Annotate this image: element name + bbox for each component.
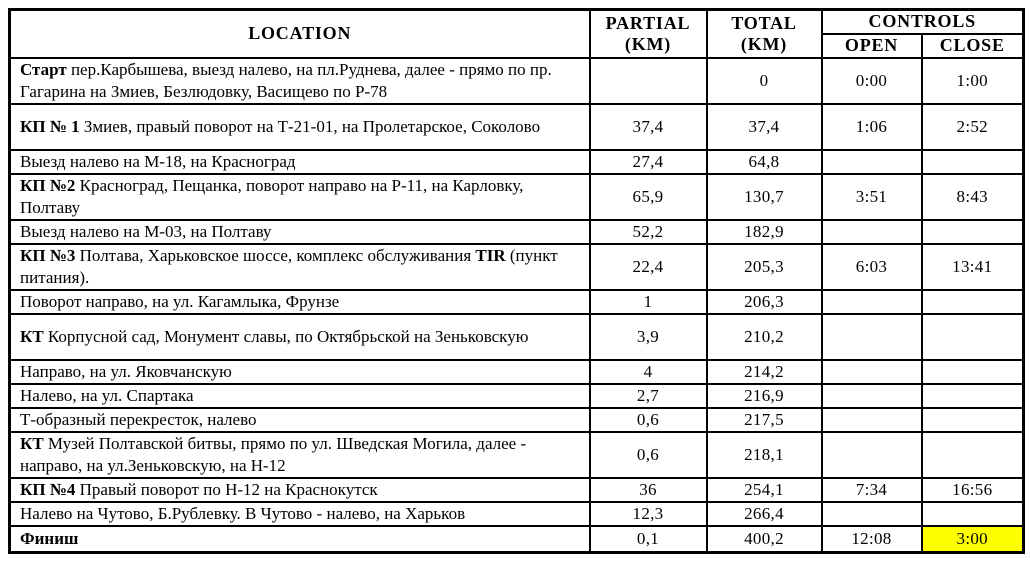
partial-cell: 1: [590, 290, 707, 314]
location-text: Поворот направо, на ул. Кагамлыка, Фрунзе: [20, 291, 340, 311]
table-row: [10, 244, 1024, 290]
header-total-line2: (KM): [740, 33, 788, 54]
location-bold-text: КП № 1: [20, 116, 80, 136]
header-total-line1: TOTAL: [731, 12, 797, 33]
route-table-header: [10, 10, 1024, 58]
location-text: (пункт питания).: [20, 245, 558, 287]
partial-cell: 27,4: [590, 150, 707, 174]
header-partial-line1: PARTIAL: [605, 12, 691, 33]
table-row: [10, 384, 1024, 408]
route-table: [8, 8, 1025, 554]
close-cell: [922, 360, 1024, 384]
table-row: [10, 478, 1024, 502]
location-text: Правый поворот по Н-12 на Краснокутск: [75, 479, 378, 499]
location-text: Направо, на ул. Яковчанскую: [20, 361, 232, 381]
location-cell: [10, 314, 590, 360]
table-row: [10, 220, 1024, 244]
location-text: пер.Карбышева, выезд налево, на пл.Руднева, далее - прямо по пр. Гагарина на Змиев, Безлюдовку, Васищево по Р-78: [20, 59, 552, 101]
location-cell: [10, 478, 590, 502]
location-cell: [10, 432, 590, 478]
total-cell: 130,7: [707, 174, 822, 220]
location-bold-text: КТ: [20, 326, 44, 346]
open-cell: [822, 502, 922, 526]
partial-cell: 12,3: [590, 502, 707, 526]
table-row: [10, 526, 1024, 553]
location-cell: [10, 502, 590, 526]
header-open: OPEN: [822, 34, 922, 58]
open-cell: [822, 432, 922, 478]
close-cell: [922, 502, 1024, 526]
location-text: Музей Полтавской битвы, прямо по ул. Шведская Могила, далее - направо, на ул.Зеньковскую, на Н-12: [20, 433, 527, 475]
location-cell: [10, 104, 590, 150]
partial-cell: 65,9: [590, 174, 707, 220]
total-cell: 37,4: [707, 104, 822, 150]
open-cell: [822, 384, 922, 408]
partial-cell: [590, 58, 707, 104]
location-text: Налево, на ул. Спартака: [20, 385, 194, 405]
location-cell: [10, 360, 590, 384]
total-cell: 0: [707, 58, 822, 104]
location-cell: [10, 408, 590, 432]
total-cell: 182,9: [707, 220, 822, 244]
close-cell: 1:00: [922, 58, 1024, 104]
location-bold-text: КП №2: [20, 175, 76, 195]
header-partial: [590, 10, 707, 58]
open-cell: [822, 314, 922, 360]
location-cell: [10, 150, 590, 174]
partial-cell: 3,9: [590, 314, 707, 360]
location-text: Выезд налево на М-18, на Красноград: [20, 151, 296, 171]
location-text: Полтава, Харьковское шоссе, комплекс обслуживания: [75, 245, 476, 265]
total-cell: 400,2: [707, 526, 822, 553]
location-cell: [10, 174, 590, 220]
partial-cell: 52,2: [590, 220, 707, 244]
header-controls: CONTROLS: [822, 10, 1024, 34]
header-location-label: LOCATION: [248, 23, 352, 44]
total-cell: 254,1: [707, 478, 822, 502]
close-cell: 2:52: [922, 104, 1024, 150]
close-cell: 8:43: [922, 174, 1024, 220]
header-location: [10, 10, 590, 58]
open-cell: 7:34: [822, 478, 922, 502]
close-cell: [922, 408, 1024, 432]
table-row: [10, 104, 1024, 150]
table-row: [10, 314, 1024, 360]
total-cell: 206,3: [707, 290, 822, 314]
route-table-body: [10, 58, 1024, 553]
total-cell: 210,2: [707, 314, 822, 360]
open-cell: 0:00: [822, 58, 922, 104]
close-cell: [922, 432, 1024, 478]
location-bold-text: КП №3: [20, 245, 76, 265]
open-cell: [822, 290, 922, 314]
close-cell: 16:56: [922, 478, 1024, 502]
total-cell: 205,3: [707, 244, 822, 290]
partial-cell: 0,1: [590, 526, 707, 553]
table-row: [10, 432, 1024, 478]
location-cell: [10, 526, 590, 553]
location-bold-text: Финиш: [20, 528, 79, 548]
table-row: [10, 360, 1024, 384]
location-cell: [10, 290, 590, 314]
partial-cell: 0,6: [590, 408, 707, 432]
open-cell: [822, 408, 922, 432]
location-cell: [10, 384, 590, 408]
close-cell: [922, 314, 1024, 360]
table-row: [10, 502, 1024, 526]
close-cell: [922, 150, 1024, 174]
table-row: [10, 408, 1024, 432]
partial-cell: 4: [590, 360, 707, 384]
open-cell: 3:51: [822, 174, 922, 220]
location-text: Красноград, Пещанка, поворот направо на Р-11, на Карловку, Полтаву: [20, 175, 524, 217]
table-row: [10, 58, 1024, 104]
location-text: Корпусной сад, Монумент славы, по Октябрьской на Зеньковскую: [43, 326, 529, 346]
open-cell: [822, 220, 922, 244]
partial-cell: 37,4: [590, 104, 707, 150]
location-text: Змиев, правый поворот на Т-21-01, на Пролетарское, Соколово: [79, 116, 541, 136]
close-cell: 13:41: [922, 244, 1024, 290]
table-row: [10, 174, 1024, 220]
close-cell: 3:00: [922, 526, 1024, 553]
open-cell: 1:06: [822, 104, 922, 150]
close-cell: [922, 384, 1024, 408]
location-text: Т-образный перекресток, налево: [20, 409, 257, 429]
total-cell: 216,9: [707, 384, 822, 408]
close-cell: [922, 290, 1024, 314]
location-cell: [10, 244, 590, 290]
header-total: [707, 10, 822, 58]
location-bold-text: TIR: [475, 245, 506, 265]
total-cell: 217,5: [707, 408, 822, 432]
open-cell: 12:08: [822, 526, 922, 553]
total-cell: 64,8: [707, 150, 822, 174]
partial-cell: 0,6: [590, 432, 707, 478]
partial-cell: 2,7: [590, 384, 707, 408]
location-bold-text: КТ: [20, 433, 44, 453]
location-cell: [10, 58, 590, 104]
partial-cell: 36: [590, 478, 707, 502]
open-cell: 6:03: [822, 244, 922, 290]
open-cell: [822, 150, 922, 174]
location-text: Выезд налево на М-03, на Полтаву: [20, 221, 272, 241]
open-cell: [822, 360, 922, 384]
table-row: [10, 150, 1024, 174]
header-close: CLOSE: [922, 34, 1024, 58]
location-text: Налево на Чутово, Б.Рублевку. В Чутово - налево, на Харьков: [20, 503, 466, 523]
close-cell: [922, 220, 1024, 244]
location-bold-text: Старт: [20, 59, 67, 79]
total-cell: 214,2: [707, 360, 822, 384]
total-cell: 218,1: [707, 432, 822, 478]
location-cell: [10, 220, 590, 244]
table-row: [10, 290, 1024, 314]
total-cell: 266,4: [707, 502, 822, 526]
partial-cell: 22,4: [590, 244, 707, 290]
location-bold-text: КП №4: [20, 479, 76, 499]
header-partial-line2: (KM): [624, 33, 672, 54]
